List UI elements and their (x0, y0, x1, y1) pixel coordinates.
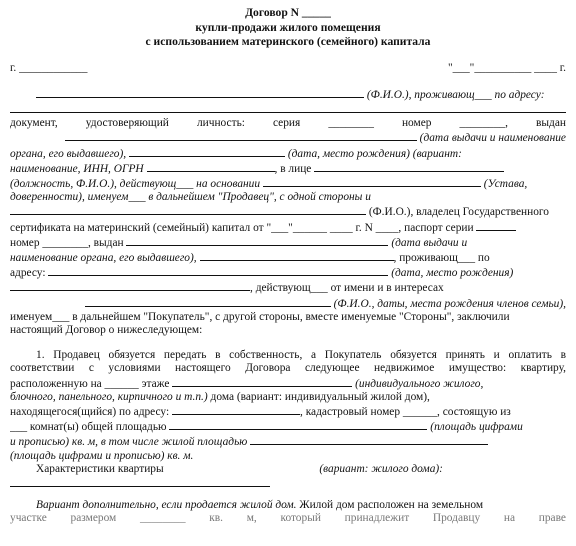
clause-1-line-1: 1. Продавец обязуется передать в собственность, а Покупатель обязуется принять и оплатить в (36, 349, 566, 362)
position-line (10, 176, 566, 191)
rooms-label: ___ комнат(ы) общей площадью (10, 421, 167, 434)
area-words-label: (площадь цифрами и прописью) кв. м. (10, 449, 194, 462)
land-plot-label: Жилой дом расположен на земельном (299, 499, 484, 512)
clause-1-line-6 (10, 419, 566, 434)
clause-1-line-10 (10, 476, 566, 491)
date-field: "___"__________ ____ г. (447, 61, 566, 74)
issue-blank (65, 130, 417, 141)
buyer-role-line: именуем___ в дальнейшем "Покупатель", с другой стороны, вместе именуемые "Стороны", заключили (10, 310, 510, 323)
characteristics-variant-label: (вариант: жилого дома): (319, 462, 443, 475)
person-blank (314, 161, 504, 172)
position-label: (должность, Ф.И.О.), действующ___ на основании (10, 177, 261, 190)
issue-date-label: (дата выдачи и наименование (419, 132, 566, 145)
seller-line-text: (Ф.И.О.), проживающ___ по адресу: (366, 88, 545, 101)
charter-label: (Устава, (483, 177, 528, 190)
seller-role-text: доверенности), именуем___ в дальнейшем "Продавец", с одной стороны и (10, 191, 371, 204)
passport-issuer-blank (200, 250, 394, 261)
clause-1-line-3 (10, 376, 566, 391)
passport-issued-blank (126, 235, 388, 246)
floor-label: расположенную на ______ этаже (10, 377, 170, 390)
location-label: находящегося(щийся) по адресу: (10, 405, 170, 418)
clause-1-line-9 (10, 463, 566, 476)
clause-1-line-7 (10, 434, 566, 449)
passport-issuer-label: наименование органа, его выдавшего), (10, 251, 197, 264)
basis-blank (263, 176, 481, 187)
acting-line (10, 280, 566, 295)
clause-1-line-8 (10, 450, 566, 463)
issue-date-line (10, 130, 566, 145)
total-area-blank (169, 419, 427, 430)
title-line-3: с использованием материнского (семейного) капитала (145, 35, 431, 48)
city-date-line (10, 62, 566, 75)
family-blank (85, 296, 331, 307)
address-blank (10, 102, 566, 113)
certificate-text: сертификата на материнский (семейный) капитал от "___"______ ____ г. N ____, паспорт серии (10, 221, 474, 234)
variant-house-label: Вариант дополнительно, если продается жилой дом. (36, 499, 297, 512)
passport-issue-label: (дата выдачи и (391, 236, 468, 249)
company-label: наименование, ИНН, ОГРН (10, 162, 144, 175)
buyer-name-line (10, 204, 566, 219)
company-line (10, 161, 566, 176)
clause-1-line-5 (10, 404, 566, 419)
building-type-blank (172, 376, 352, 387)
title-line-2: купли-продажи жилого помещения (195, 20, 381, 34)
living-area-blank (250, 434, 488, 445)
issuer-label: органа, его выдавшего), (10, 147, 127, 160)
address-blank-line (10, 102, 566, 117)
city-field: г. ____________ (10, 61, 88, 74)
preamble-end-line: настоящий Договор о нижеследующем: (10, 323, 203, 336)
clause-1-line-11 (10, 499, 566, 512)
passport-series-blank (476, 220, 516, 231)
area-digits-label: (площадь цифрами (430, 421, 523, 434)
construction-label: блочного, панельного, кирпичного и т.п.) (10, 390, 208, 403)
characteristics-blank (10, 476, 270, 487)
seller-role-line (10, 191, 566, 204)
buyer-address-line (10, 265, 566, 280)
passport-number-line (10, 235, 566, 250)
id-document-line: документ, удостоверяющий личность: серия ________ номер ________, выдан (10, 117, 566, 130)
passport-number-text: номер ________, выдан (10, 236, 124, 249)
seller-name-blank (36, 87, 364, 98)
birth-label: (дата, место рождения) (вариант: (287, 147, 462, 160)
characteristics-label: Характеристики квартиры (36, 462, 164, 475)
issuer-line (10, 146, 566, 161)
buyer-address-blank (48, 265, 388, 276)
cadastral-label: , кадастровый номер ______, состоящую из (300, 405, 511, 418)
buyer-birth-label: (дата, место рождения) (391, 267, 514, 280)
certificate-line (10, 220, 566, 235)
issuer-blank (129, 146, 285, 157)
clause-1-line-2: соответствии с условиями настоящего Договора следующее недвижимое имущество: квартиру, (10, 362, 566, 375)
family-label: (Ф.И.О., даты, места рождения членов семьи), (333, 297, 566, 310)
buyer-owner-label: (Ф.И.О.), владелец Государственного (368, 206, 549, 219)
company-blank (147, 161, 275, 172)
location-blank (172, 404, 300, 415)
address-label: адресу: (10, 267, 46, 280)
seller-name-line (10, 87, 566, 102)
house-variant-label: дома (вариант: индивидуальный жилой дом), (210, 390, 430, 403)
passport-issuer-line (10, 250, 566, 265)
title-line-1: Договор N _____ (245, 6, 331, 19)
residing-label: , проживающ___ по (393, 251, 490, 264)
clause-1-line-4 (10, 391, 566, 404)
family-line (10, 296, 566, 311)
acting-blank (10, 280, 250, 291)
contract-title (10, 6, 566, 50)
building-type-label: (индивидуального жилого, (355, 377, 484, 390)
clause-1-line-12: участке размером ________ кв. м, который принадлежит Продавцу на праве (10, 512, 566, 525)
buyer-name-blank (10, 204, 366, 215)
in-person-label: , в лице (274, 162, 312, 175)
acting-label: , действующ___ от имени и в интересах (250, 282, 444, 295)
living-area-label: и прописью) кв. м, в том числе жилой площадью (10, 436, 248, 449)
